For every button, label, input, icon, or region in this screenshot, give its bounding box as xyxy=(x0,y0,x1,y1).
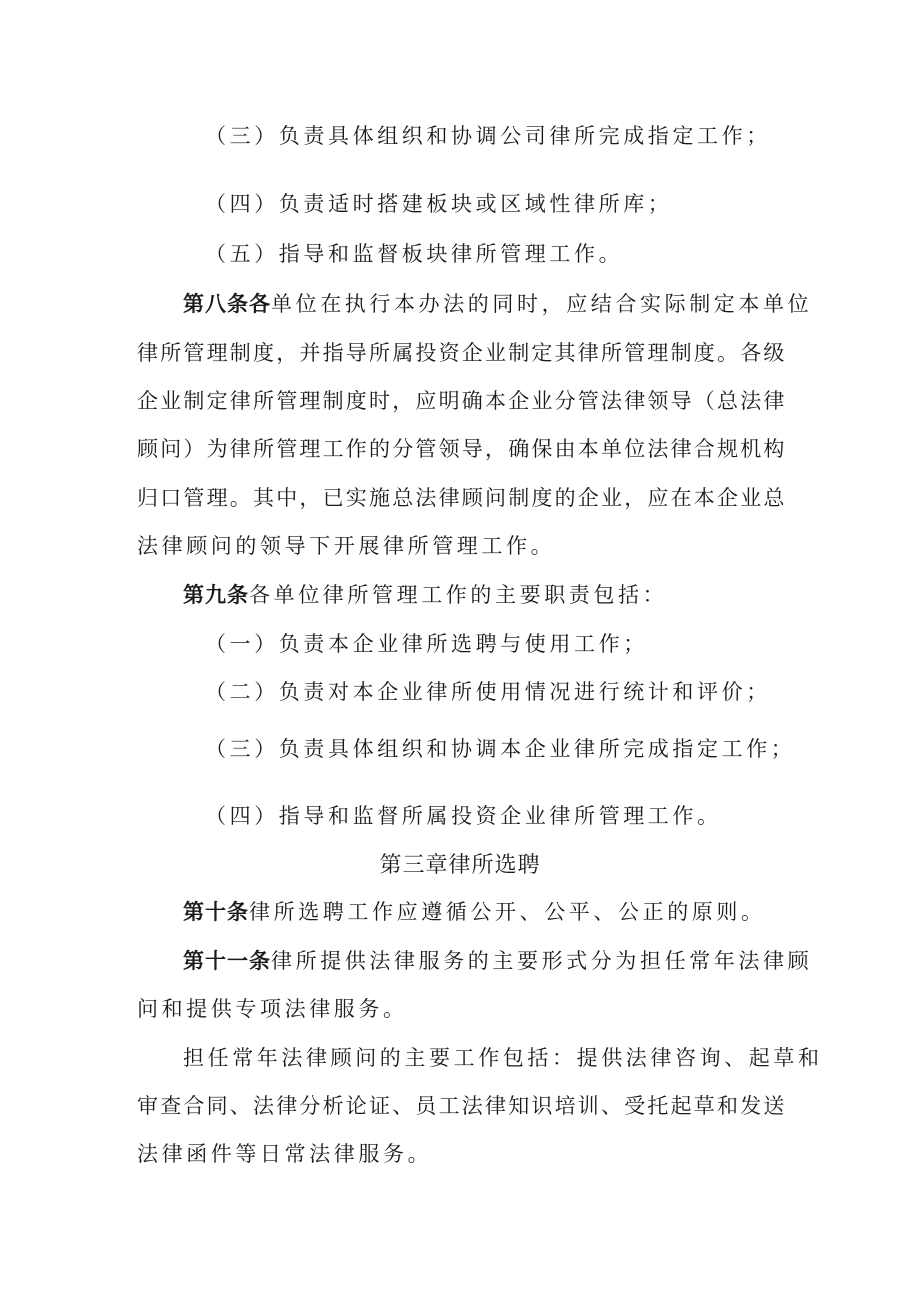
article-8-line-3: 企业制定律所管理制度时，应明确本企业分管法律领导（总法律 xyxy=(137,389,787,413)
article-11-text-1: 律所提供法律服务的主要形式分为担任常年法律顾 xyxy=(271,949,813,973)
article-11-label: 第十一条 xyxy=(183,949,271,973)
article-10-line xyxy=(183,896,766,926)
chapter-3-title: 第三章律所选聘 xyxy=(379,853,541,878)
article-11-line-1 xyxy=(183,945,812,975)
article-10-label: 第十条 xyxy=(183,900,249,924)
article-8-line-5: 归口管理。其中，已实施总法律顾问制度的企业，应在本企业总 xyxy=(137,486,787,510)
article-9-text: 各单位律所管理工作的主要职责包括： xyxy=(249,583,668,607)
article-9-item-1: （一）负责本企业律所选聘与使用工作； xyxy=(205,632,648,656)
article-9-item-4: （四）指导和监督所属投资企业律所管理工作。 xyxy=(205,804,722,828)
article-11-line-2: 问和提供专项法律服务。 xyxy=(137,997,408,1021)
counsel-para-line-3: 法律函件等日常法律服务。 xyxy=(137,1142,433,1166)
article-8-line-6: 法律顾问的领导下开展律所管理工作。 xyxy=(137,534,556,558)
article-9-item-2: （二）负责对本企业律所使用情况进行统计和评价； xyxy=(205,680,771,704)
item-3-company: （三）负责具体组织和协调公司律所完成指定工作； xyxy=(205,124,771,148)
article-9-item-3: （三）负责具体组织和协调本企业律所完成指定工作； xyxy=(205,737,796,761)
item-5-supervise: （五）指导和监督板块律所管理工作。 xyxy=(205,242,624,266)
article-8-label: 第八条各 xyxy=(183,292,271,316)
article-8-line-1 xyxy=(183,288,812,318)
article-9-line xyxy=(183,579,667,609)
counsel-para-line-2: 审查合同、法律分析论证、员工法律知识培训、受托起草和发送 xyxy=(137,1094,787,1118)
article-10-text: 律所选聘工作应遵循公开、公平、公正的原则。 xyxy=(249,900,766,924)
counsel-para-line-1: 担任常年法律顾问的主要工作包括：提供法律咨询、起草和 xyxy=(183,1046,823,1070)
article-9-label: 第九条 xyxy=(183,583,249,607)
article-8-line-4: 顾问）为律所管理工作的分管领导，确保由本单位法律合规机构 xyxy=(137,437,787,461)
article-8-text-1: 单位在执行本办法的同时，应结合实际制定本单位 xyxy=(271,292,813,316)
item-4-lawfirm-pool: （四）负责适时搭建板块或区域性律所库； xyxy=(205,192,673,216)
article-8-line-2: 律所管理制度，并指导所属投资企业制定其律所管理制度。各级 xyxy=(137,341,787,365)
